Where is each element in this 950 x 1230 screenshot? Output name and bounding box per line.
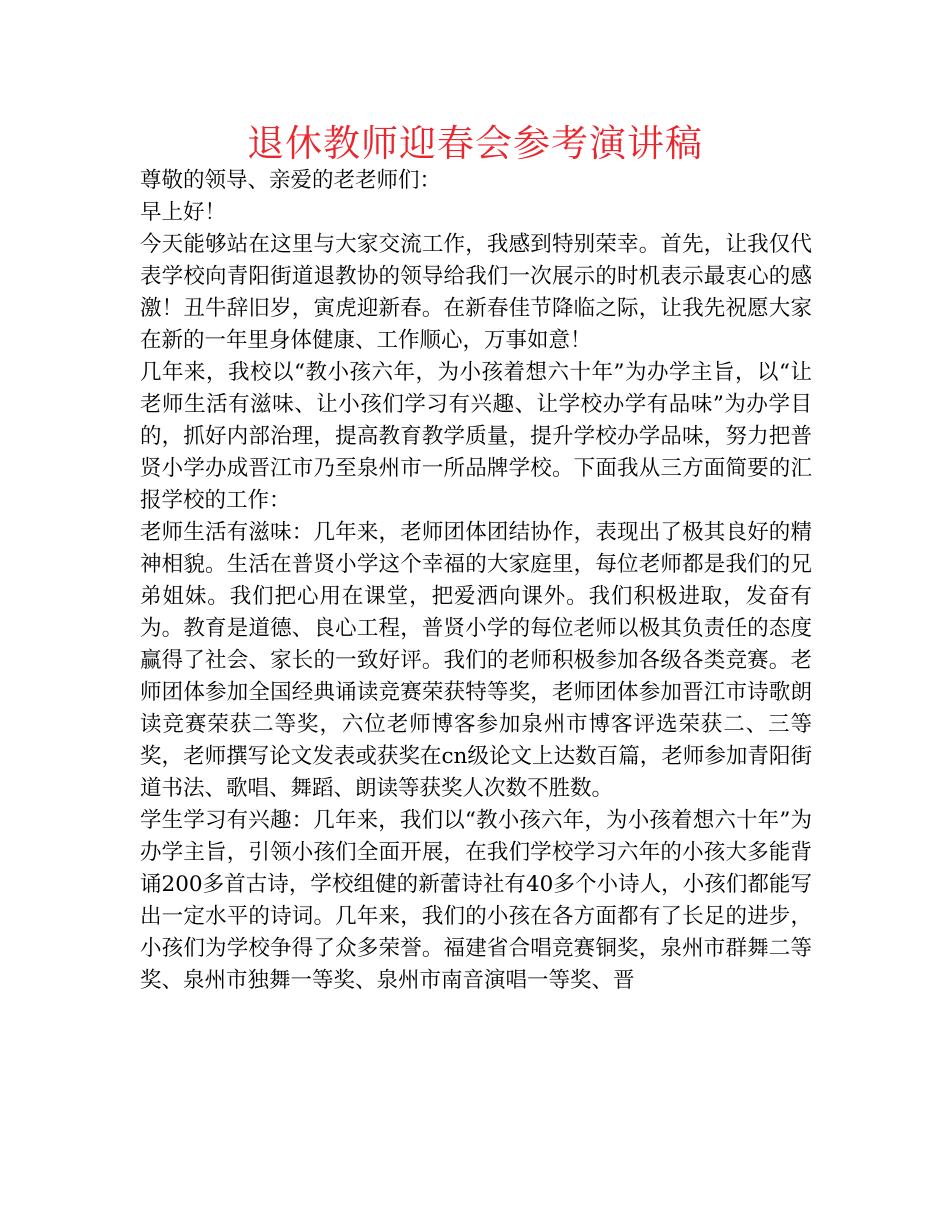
paragraph-salutation: 尊敬的领导、亲爱的老老师们： xyxy=(140,168,442,193)
document-title: 退休教师迎春会参考演讲稿 xyxy=(247,122,703,165)
paragraph-teacher-life: 老师生活有滋味：几年来，老师团体团结协作，表现出了极其良好的精神相貌。生活在普贤小学这个幸福的大家庭里，每位老师都是我们的兄弟姐妹。我们把心用在课堂，把爱洒向课外。我们积极进取，发奋有为。教育是道德、良心工程，普贤小学的每位老师以极其负责任的态度赢得了社会、家长的一致好评。我们的老师积极参加各级各类竞赛。老师团体参加全国经典诵读竞赛荣获特等奖，老师团体参加晋江市诗歌朗读竞赛荣获二等奖，六位老师博客参加泉州市博客评选荣获二、三等奖，老师撰写论文发表或获奖在cn级论文上达数百篇，老师参加青阳街道书法、歌唱、舞蹈、朗读等获奖人次数不胜数。 xyxy=(140,520,812,801)
paragraph-introduction: 今天能够站在这里与大家交流工作，我感到特别荣幸。首先，让我仅代表学校向青阳街道退教协的领导给我们一次展示的时机表示最衷心的感激！丑牛辞旧岁，寅虎迎新春。在新春佳节降临之际，让我先祝愿大家在新的一年里身体健康、工作顺心，万事如意！ xyxy=(140,232,812,353)
paragraph-student-learning: 学生学习有兴趣：几年来，我们以“教小孩六年，为小孩着想六十年”为办学主旨，引领小孩们全面开展，在我们学校学习六年的小孩大多能背诵200多首古诗，学校组健的新蕾诗社有40多个小诗人，小孩们都能写出一定水平的诗词。几年来，我们的小孩在各方面都有了长足的进步，小孩们为学校争得了众多荣誉。福建省合唱竞赛铜奖，泉州市群舞二等奖、泉州市独舞一等奖、泉州市南音演唱一等奖、晋 xyxy=(140,808,812,993)
paragraph-greeting: 早上好！ xyxy=(140,200,227,225)
paragraph-school-philosophy: 几年来，我校以“教小孩六年，为小孩着想六十年”为办学主旨，以“让老师生活有滋味、让小孩们学习有兴趣、让学校办学有品味”为办学目的，抓好内部治理，提高教育教学质量，提升学校办学品味，努力把普贤小学办成晋江市乃至泉州市一所品牌学校。下面我从三方面简要的汇报学校的工作： xyxy=(140,360,812,513)
document-body xyxy=(140,165,812,997)
